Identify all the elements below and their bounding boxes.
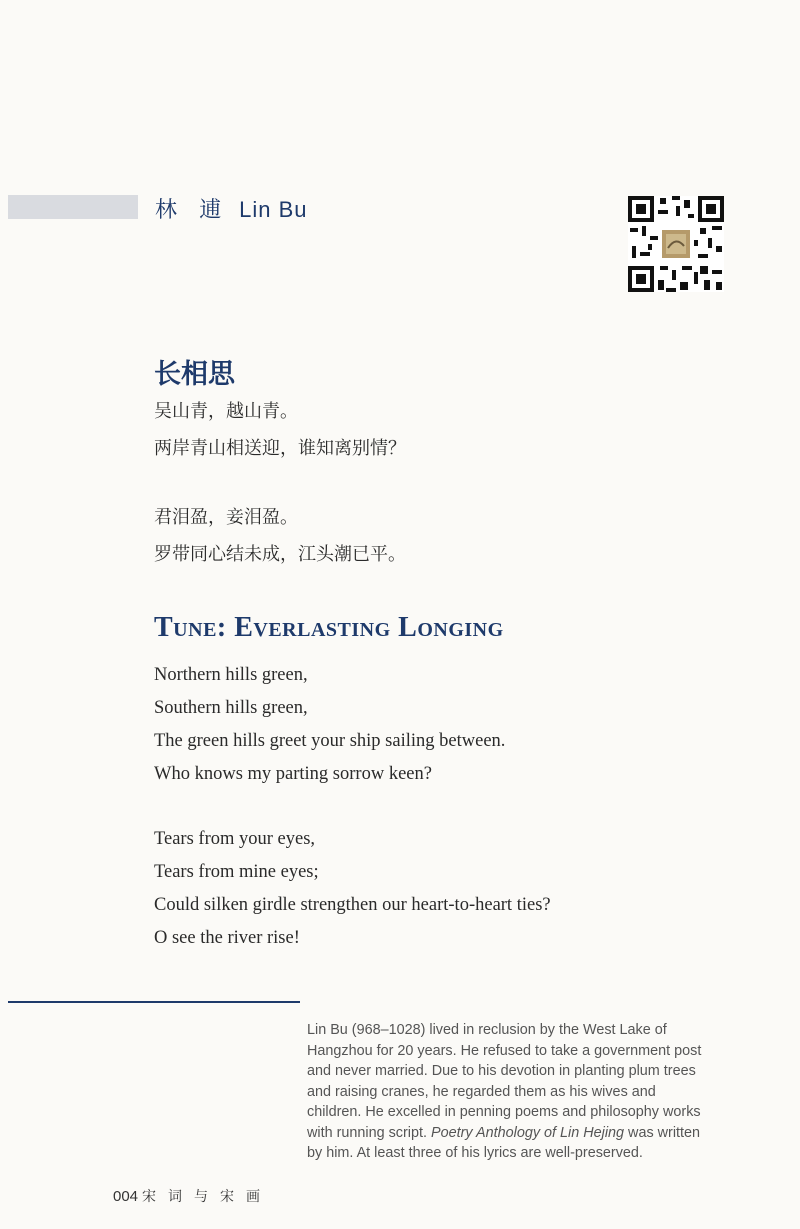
author-heading — [155, 193, 308, 224]
bio-text: Lin Bu (968–1028) lived in reclusion by the West Lake of Hangzhou for 20 years. He refused to take a government post and never married. Due to his devotion in planting plum trees and raising cranes, he regarded them as his wives and children. He excelled in penning poems and philosophy works with running script. — [307, 1022, 702, 1141]
poem-line-zh: 君泪盈，妾泪盈。 — [154, 507, 298, 528]
poem-title-zh: 长相思 — [154, 359, 235, 390]
author-biography — [307, 1020, 707, 1164]
page-number: 004 — [113, 1188, 139, 1205]
bio-text-end: was written by him. At least three of his lyrics are well-preserved. — [307, 1124, 701, 1161]
poem-line-en: O see the river rise! — [154, 928, 300, 948]
book-title: 宋词与宋画 — [142, 1189, 273, 1205]
author-name-zh: 林 逋 — [155, 197, 230, 222]
poem-line-en: Who knows my parting sorrow keen? — [154, 764, 432, 784]
poem-line-en: Tears from mine eyes; — [154, 862, 319, 882]
stanza-gap — [154, 794, 551, 826]
poem-line-en: Could silken girdle strengthen our heart-to-heart ties? — [154, 895, 551, 915]
poem-line-en: Tears from your eyes, — [154, 829, 316, 849]
page-footer — [113, 1186, 272, 1206]
poem-line-en: Southern hills green, — [154, 698, 308, 718]
divider-rule — [8, 1001, 300, 1003]
author-name-en: Lin Bu — [239, 197, 308, 222]
poem-title-en: Tune: Everlasting Longing — [154, 612, 504, 643]
poem-text-en — [154, 662, 551, 958]
poem-text-zh — [154, 398, 406, 578]
poem-line-zh: 吴山青，越山青。 — [154, 401, 298, 422]
qr-code-icon[interactable] — [628, 196, 724, 292]
poem-line-zh: 罗带同心结未成，江头潮已平。 — [154, 544, 406, 565]
poem-line-zh: 两岸青山相送迎，谁知离别情？ — [154, 438, 406, 459]
poem-line-en: The green hills greet your ship sailing between. — [154, 731, 506, 751]
bio-book-title: Poetry Anthology of Lin Hejing — [430, 1124, 625, 1141]
stanza-gap — [154, 472, 406, 504]
poem-line-en: Northern hills green, — [154, 665, 308, 685]
author-bar — [8, 195, 138, 219]
